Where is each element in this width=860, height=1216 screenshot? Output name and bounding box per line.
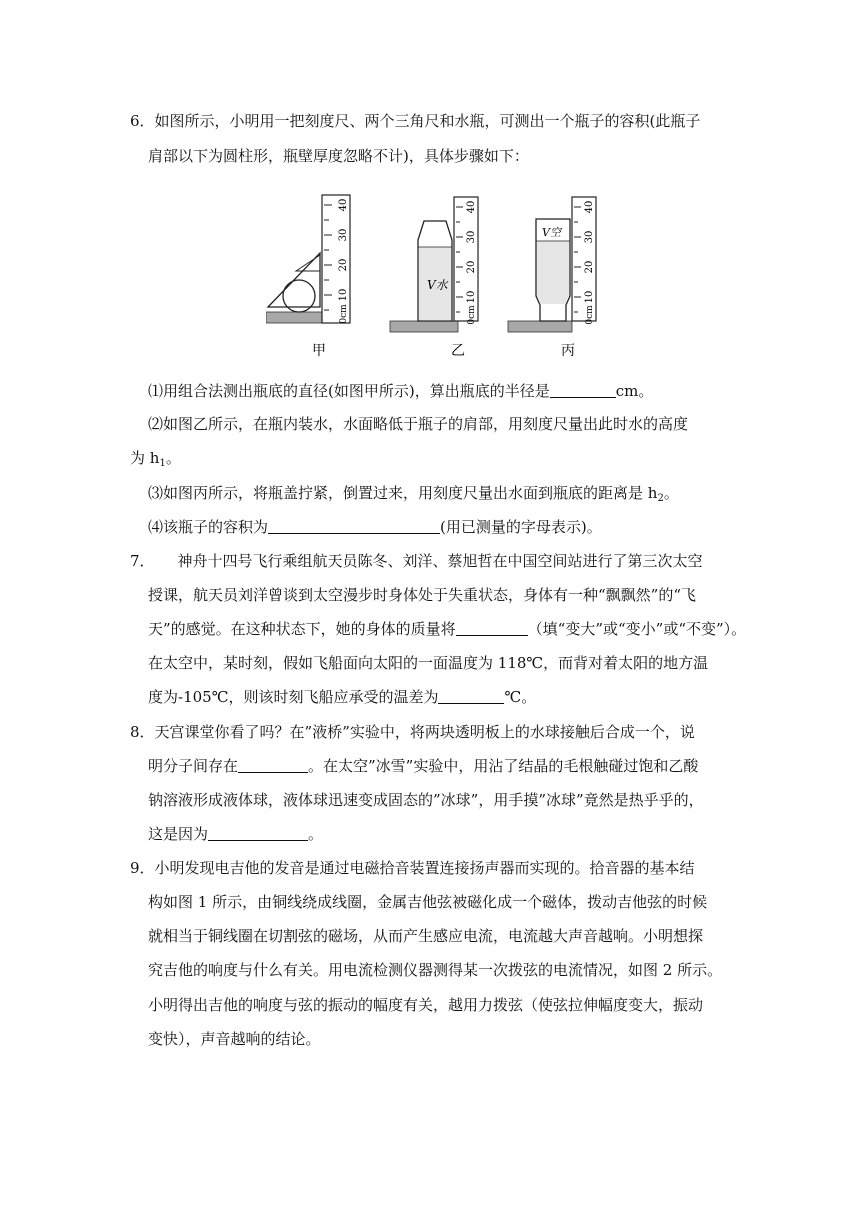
triangle-ruler-large <box>268 253 320 307</box>
q6-line-1: 6．如图所示，小明用一把刻度尺、两个三角尺和水瓶，可测出一个瓶子的容积(此瓶子 <box>130 112 701 130</box>
figure-panel-jia <box>266 195 350 359</box>
q8-line-1: 8．天宫课堂你看了吗？在”液桥”实验中，将两块透明板上的水球接触后合成一个，说 <box>130 723 695 741</box>
svg-text:0cm: 0cm <box>467 305 477 325</box>
figure-panel-yi <box>390 197 478 359</box>
q9-line-1: 9．小明发现电吉他的发音是通过电磁拾音装置连接扬声器而实现的。拾音器的基本结 <box>130 859 695 877</box>
answer-blank-molecular-force[interactable] <box>238 757 308 773</box>
ruler-tick-30: 30 <box>338 228 349 242</box>
q6-step-2-line-1: ⑵如图乙所示，在瓶内装水，水面略低于瓶子的肩部，用刻度尺量出此时水的高度 <box>148 415 689 433</box>
q9-line-2: 构如图 1 所示，由铜线绕成线圈，金属吉他弦被磁化成一个磁体，拨动吉他弦的时候 <box>148 893 708 911</box>
table-surface <box>390 321 458 332</box>
q8-line-3: 钠溶液形成液体球，液体球迅速变成固态的”冰球”，用手摸”冰球”竟然是热乎乎的， <box>148 791 704 809</box>
svg-text:20: 20 <box>466 260 477 274</box>
v-water-label: V水 <box>427 278 448 292</box>
q9-line-3: 就相当于铜线圈在切割弦的磁场，从而产生感应电流，电流越大声音越响。小明想探 <box>148 927 704 945</box>
table-surface <box>266 312 322 323</box>
table-surface <box>508 321 572 332</box>
svg-text:40: 40 <box>466 200 477 214</box>
figure-panel-bing <box>508 197 596 359</box>
answer-blank-reason[interactable] <box>208 825 308 841</box>
svg-text:40: 40 <box>584 200 595 214</box>
measurement-figure <box>266 185 606 370</box>
water-column-inverted <box>537 241 569 296</box>
q6-step-1-text: ⑴用组合法测出瓶底的直径(如图甲所示)，算出瓶底的半径是 <box>148 382 550 400</box>
ruler-yi <box>454 197 478 325</box>
svg-text:20: 20 <box>584 260 595 274</box>
svg-text:10: 10 <box>466 290 477 304</box>
svg-text:0cm: 0cm <box>585 305 595 325</box>
q9-line-6: 变快），声音越响的结论。 <box>148 1030 321 1048</box>
svg-text:30: 30 <box>584 230 595 244</box>
ruler-tick-40: 40 <box>338 198 349 212</box>
ruler-tick-20: 20 <box>338 258 349 272</box>
q9-line-5: 小明得出吉他的响度与弦的振动的幅度有关，越用力拨弦（使弦拉伸幅度变大，振动 <box>148 996 704 1014</box>
figure-label-yi: 乙 <box>451 343 465 359</box>
q7-line-1: 7． 神舟十四号飞行乘组航天员陈冬、刘洋、蔡旭哲在中国空间站进行了第三次太空 <box>130 552 703 570</box>
answer-blank-temperature[interactable] <box>438 688 504 704</box>
q6-line-2: 肩部以下为圆柱形，瓶壁厚度忽略不计)，具体步骤如下： <box>148 147 529 165</box>
q7-line-2: 授课，航天员刘洋曾谈到太空漫步时身体处于失重状态，身体有一种“飘飘然”的“飞 <box>148 586 697 604</box>
answer-blank-volume[interactable] <box>268 518 440 534</box>
q7-number: 7． <box>130 552 155 570</box>
figure-label-bing: 丙 <box>561 343 575 359</box>
q6-step-4: ⑷该瓶子的容积为 (用已测量的字母表示)。 <box>148 518 602 536</box>
q8-line-4: 这是因为 。 <box>148 825 324 843</box>
svg-text:10: 10 <box>584 290 595 304</box>
triangle-ruler-small <box>296 255 320 271</box>
ruler-bing <box>572 197 596 325</box>
answer-blank-mass[interactable] <box>456 620 528 636</box>
q7-line-3: 天”的感觉。在这种状态下，她的身体的质量将 （填“变大”或“变小”或“不变”）。 <box>148 620 747 638</box>
ruler-tick-0cm: 0cm <box>339 304 349 324</box>
q6-step-1 <box>148 381 653 401</box>
svg-text:30: 30 <box>466 230 477 244</box>
q7-line-5: 度为-105℃，则该时刻飞船应承受的温差为 ℃。 <box>148 688 537 706</box>
q8-line-2: 明分子间存在 。在太空”冰雪”实验中，用沾了结晶的毛根触碰过饱和乙酸 <box>148 757 699 775</box>
answer-blank-radius[interactable] <box>550 382 616 398</box>
q9-line-4: 究吉他的响度与什么有关。用电流检测仪器测得某一次拨弦的电流情况，如图 2 所示。 <box>148 961 723 979</box>
q7-line-4: 在太空中，某时刻，假如飞船面向太阳的一面温度为 118℃，而背对着太阳的地方温 <box>148 654 709 672</box>
v-empty-label: V空 <box>542 226 561 239</box>
ruler-jia <box>322 195 350 324</box>
q6-step-3: ⑶如图丙所示，将瓶盖拧紧，倒置过来，用刻度尺量出水面到瓶底的距离是 $h_2$。 <box>148 484 679 504</box>
ruler-tick-10: 10 <box>338 288 349 302</box>
q6-step-1-unit: cm。 <box>615 382 654 400</box>
q6-step-2-line-2: 为 $h_1$。 <box>130 449 181 469</box>
figure-label-jia: 甲 <box>312 343 326 359</box>
